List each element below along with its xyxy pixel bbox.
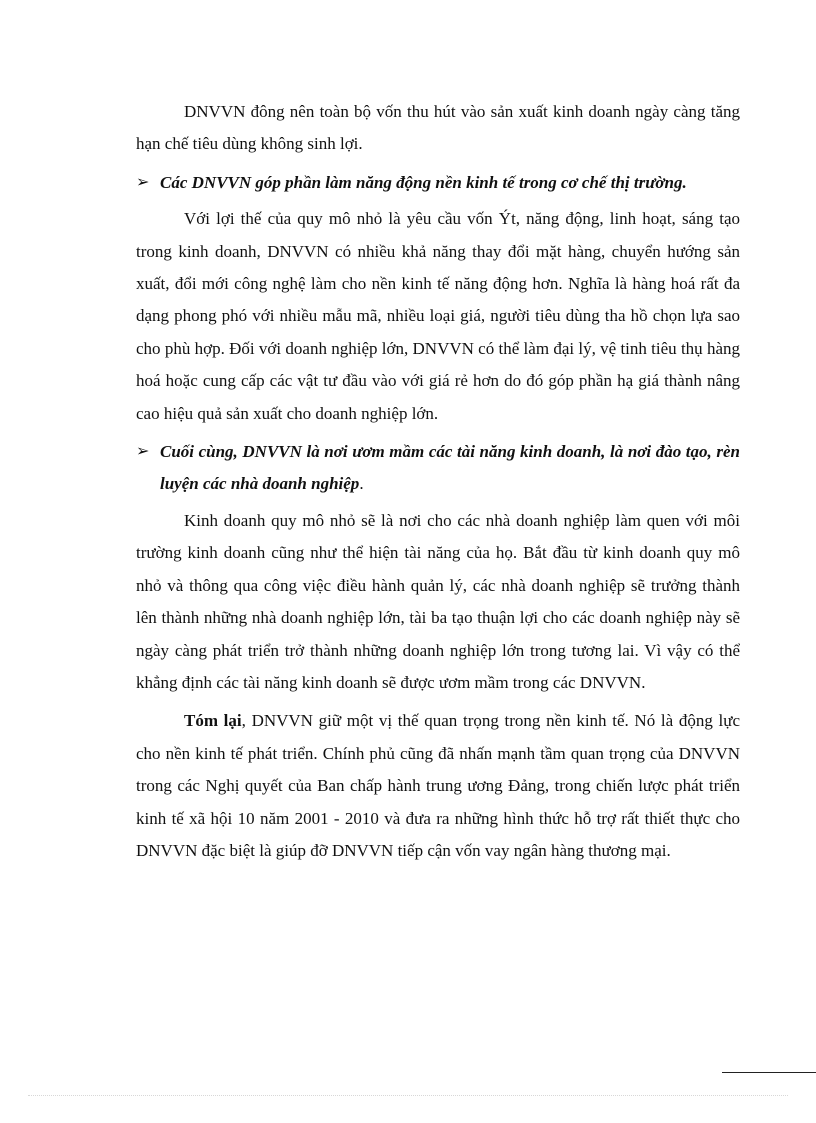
- bullet-item-2: [136, 436, 740, 501]
- footnote-separator: [722, 1072, 816, 1073]
- document-body: [136, 96, 740, 867]
- paragraph-3: Kinh doanh quy mô nhỏ sẽ là nơi cho các nhà doanh nghiệp làm quen với môi trường kinh doanh cũng như thể hiện tài năng của họ. Bắt đầu từ kinh doanh quy mô nhỏ và thông qua công việc điều hành quản lý, các nhà doanh nghiệp sẽ trưởng thành lên thành những nhà doanh nghiệp lớn, tài ba tạo thuận lợi cho các doanh nghiệp này sẽ ngày càng phát triển trở thành những doanh nghiệp lớn trong tương lai. Vì vậy có thể khẳng định các tài năng kinh doanh sẽ được ươm mầm trong các DNVVN.: [136, 510, 740, 692]
- summary-lead: Tóm lại: [184, 711, 242, 731]
- paragraph-4: [136, 705, 740, 867]
- bullet-text-2: Cuối cùng, DNVVN là nơi ươm mầm các tài năng kinh doanh, là nơi đào tạo, rèn luyện các nhà doanh nghiệp: [160, 442, 740, 494]
- bullet-text-1: Các DNVVN góp phần làm năng động nền kinh tế trong cơ chế thị trường.: [160, 172, 687, 192]
- page-boundary-line: [28, 1095, 788, 1096]
- bullet-item-1: [136, 167, 740, 199]
- summary-text: , DNVVN giữ một vị thế quan trọng trong nền kinh tế. Nó là động lực cho nền kinh tế phát triển. Chính phủ cũng đã nhấn mạnh tầm quan trọng của DNVVN trong các Nghị quyết của Ban chấp hành trung ương Đảng, trong chiến lược phát triển kinh tế xã hội 10 năm 2001 - 2010 và đưa ra những hình thức hỗ trợ rất thiết thực cho DNVVN đặc biệt là giúp đỡ DNVVN tiếp cận vốn vay ngân hàng thương mại.: [136, 711, 741, 860]
- arrow-bullet-icon: ➢: [136, 173, 150, 191]
- bullet-text-2-period: .: [359, 474, 364, 494]
- paragraph-1: DNVVN đông nên toàn bộ vốn thu hút vào sản xuất kinh doanh ngày càng tăng hạn chế tiêu dùng không sinh lợi.: [136, 102, 740, 154]
- paragraph-2: Với lợi thế của quy mô nhỏ là yêu cầu vốn Ýt, năng động, linh hoạt, sáng tạo trong kinh doanh, DNVVN có nhiều khả năng thay đổi mặt hàng, chuyển hướng sản xuất, đổi mới công nghệ làm cho nền kinh tế năng động hơn. Nghĩa là hàng hoá rất đa dạng phong phó với nhiều mẫu mã, nhiều loại giá, người tiêu dùng tha hồ chọn lựa sao cho phù hợp. Đối với doanh nghiệp lớn, DNVVN có thể làm đại lý, vệ tinh tiêu thụ hàng hoá hoặc cung cấp các vật tư đầu vào với giá rẻ hơn do đó góp phần hạ giá thành nâng cao hiệu quả sản xuất cho doanh nghiệp lớn.: [136, 209, 740, 423]
- arrow-bullet-icon: ➢: [136, 443, 150, 461]
